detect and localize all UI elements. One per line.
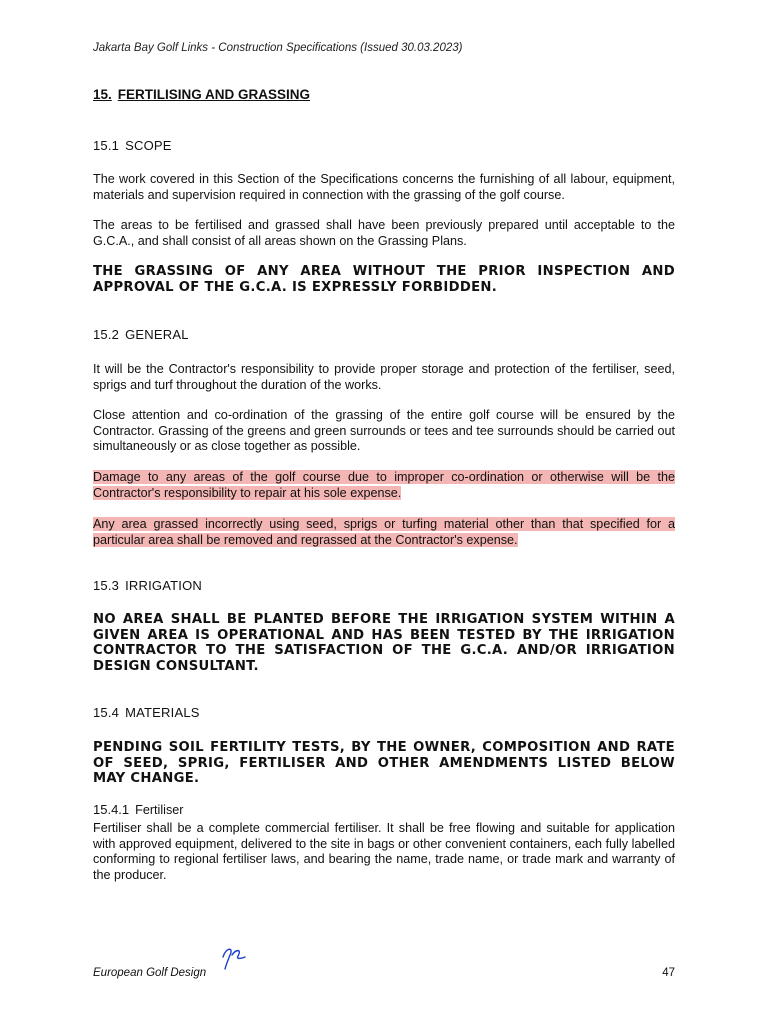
highlight: Damage to any areas of the golf course due to improper co-ordination or otherwise will be the Contractor's responsibility to repair at his sole expense. [93,470,675,500]
running-header: Jakarta Bay Golf Links - Construction Specifications (Issued 30.03.2023) [93,42,463,54]
subsection-heading-scope [93,138,172,153]
fertiliser-paragraph: Fertiliser shall be a complete commercial fertiliser. It shall be free flowing and suitable for application with approved equipment, delivered to the site in bags or other convenient containers, each fully labelled conforming to regional fertiliser laws, and bearing the name, trade name, or trade mark and warranty of the producer. [93,821,675,882]
irrigation-warning: NO AREA SHALL BE PLANTED BEFORE THE IRRIGATION SYSTEM WITHIN A GIVEN AREA IS OPERATIONAL AND HAS BEEN TESTED BY THE IRRIGATION CONTRACTOR TO THE SATISFACTION OF THE G.C.A. AND/OR IRRIGATION DESIGN CONSULTANT. [93,612,675,674]
general-paragraph-4-highlighted [93,517,675,548]
subsection-number: 15.3 [93,578,120,593]
subsection-number: 15.1 [93,138,120,153]
general-paragraph-1: It will be the Contractor's responsibility to provide proper storage and protection of the fertiliser, seed, sprigs and turf throughout the duration of the works. [93,362,675,392]
general-paragraph-2: Close attention and co-ordination of the grassing of the entire golf course will be ensured by the Contractor. Grassing of the greens and green surrounds or tees and tee surrounds should be carried out simultaneously or as close together as possible. [93,408,675,453]
highlight: Any area grassed incorrectly using seed, sprigs or turfing material other than that specified for a particular area shall be removed and regrassed at the Contractor's expense. [93,517,675,547]
handwritten-mark [220,943,250,971]
scope-paragraph-2: The areas to be fertilised and grassed shall have been previously prepared until acceptable to the G.C.A., and shall consist of all areas shown on the Grassing Plans. [93,218,675,248]
section-title: FERTILISING AND GRASSING [117,87,311,102]
subsection-title: MATERIALS [125,705,200,720]
subsection-number: 15.2 [93,327,120,342]
subsection-title: GENERAL [125,327,189,342]
scope-paragraph-1: The work covered in this Section of the Specifications concerns the furnishing of all labour, equipment, materials and supervision required in connection with the grassing of the golf course. [93,172,675,202]
materials-warning: PENDING SOIL FERTILITY TESTS, BY THE OWNER, COMPOSITION AND RATE OF SEED, SPRIG, FERTILISER AND OTHER AMENDMENTS LISTED BELOW MAY CHANGE. [93,740,675,786]
sub-subsection-number: 15.4.1 [93,802,130,817]
subsection-number: 15.4 [93,705,120,720]
subsection-title: IRRIGATION [125,578,202,593]
subsection-title: SCOPE [125,138,172,153]
section-number: 15. [93,87,112,102]
page-number: 47 [662,967,675,979]
footer-company: European Golf Design [93,967,207,979]
general-paragraph-3-highlighted [93,470,675,501]
subsection-heading-general [93,327,189,342]
sub-subsection-heading-fertiliser [93,802,183,817]
section-heading [93,87,310,102]
sub-subsection-title: Fertiliser [135,803,184,817]
subsection-heading-materials [93,705,200,720]
subsection-heading-irrigation [93,578,202,593]
scope-warning: THE GRASSING OF ANY AREA WITHOUT THE PRIOR INSPECTION AND APPROVAL OF THE G.C.A. IS EXPRESSLY FORBIDDEN. [93,264,675,295]
